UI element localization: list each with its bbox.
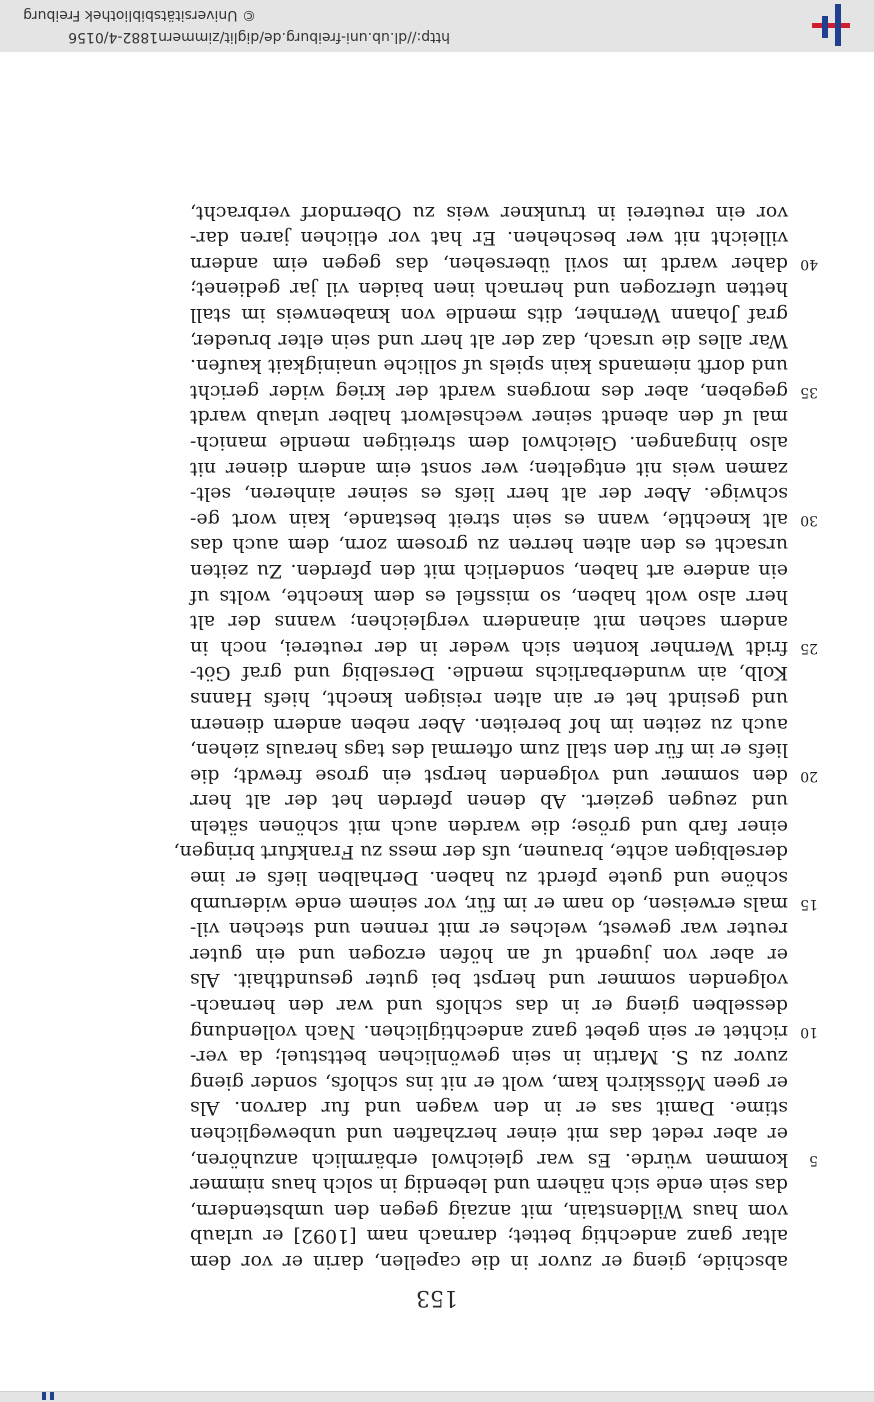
line-number: 20: [800, 767, 818, 784]
text-line: [190, 455, 788, 481]
line-text: also hingangen. Gleichwol dem streitigen mendle manich-: [190, 432, 788, 454]
text-line: [190, 506, 818, 532]
line-text: fridt Wernher konten sich weder in der reuterei, noch in: [190, 636, 788, 659]
text-line: [190, 378, 818, 404]
text-line: [190, 941, 788, 967]
line-text: alt knechtle, wann es sein streit bestande, kain wort ge-: [190, 508, 788, 531]
text-line: [190, 353, 788, 379]
viewer-footer: [0, 0, 874, 52]
line-text: und gesindt het er ain alten reisigen knecht, hiefs Hanns: [190, 687, 788, 710]
line-number: 5: [809, 1151, 818, 1168]
line-text: er aber redet das mit einer herzhaften und unbeweglichen: [190, 1123, 788, 1146]
line-number: 35: [800, 383, 818, 400]
text-line: [190, 404, 788, 430]
line-text: zamen weis nit entgelten; wer sonst eim andern diener nit: [190, 457, 788, 480]
text-line: [190, 762, 818, 788]
text-line: [190, 609, 788, 635]
text-line: [190, 890, 818, 916]
line-text: volgenden sommer und herpst bei guter gesundthait. Als: [190, 969, 788, 992]
line-text: mal uf den abendt seiner wechselwort halber urlaub wardt: [190, 406, 788, 429]
text-line: [190, 327, 788, 353]
text-line: [190, 1095, 788, 1121]
line-text: derselbigen achte, braunen, ufs der mess zu Frankfurt bringen,: [173, 841, 788, 864]
text-line: [190, 1197, 788, 1223]
text-line: [190, 685, 788, 711]
line-text: gegeben, aber des morgens wardt der krieg wider gericht: [190, 380, 788, 403]
line-text: daher wardt im sovil übersehen, das gegen eim andern: [190, 252, 788, 275]
line-text: er aber von jugendt uf an höfen erzogen und ein guter: [190, 943, 788, 966]
line-text: villeicht nit wer beschehen. Er hat vor etlichen jaren dar-: [190, 227, 788, 250]
text-line: [190, 737, 788, 763]
line-number: 15: [800, 895, 818, 912]
line-text: richtet er sein gebet ganz andechtiglichen. Nach vollendung: [190, 1020, 788, 1043]
line-text: kommen würde. Es war gleichwol erbärmlich anzuhören,: [190, 1148, 788, 1171]
line-text: auch zu zeiten im hof bereiten. Aber neben andern dienern: [190, 713, 788, 736]
library-logo-icon: [810, 4, 850, 46]
text-line: [190, 992, 788, 1018]
copyright-notice: © Universitätsbibliothek Freiburg: [23, 7, 256, 23]
text-line: [190, 583, 788, 609]
text-line: [190, 276, 788, 302]
text-line: [190, 634, 818, 660]
line-text: er geen Mösskirch kam, wolt er nit ins schlofs, sonder gieng: [190, 1071, 788, 1094]
text-line: [190, 1248, 788, 1274]
line-text: und dorft niemands kain spiels uf solliche unainigkait kaufen.: [190, 355, 788, 378]
line-text: herr also wolt haben, so missfiel es dem knechte, wolts uf: [190, 585, 788, 608]
line-text: liefs er im für den stall zum oftermal des tags herauls ziehen,: [190, 739, 788, 762]
text-line: [190, 788, 788, 814]
page-text: [173, 199, 818, 1274]
text-line: [190, 711, 788, 737]
line-text: zuvor zu S. Martin in sein gewönlichen bettstuel; da ver-: [190, 1046, 788, 1069]
line-text: War alles die ursach, daz der alt herr und sein elter brueder,: [190, 329, 788, 352]
text-line: [190, 916, 788, 942]
text-line: [190, 865, 788, 891]
line-text: das sein ende sich nähern und lebendig in solch haus nimmer: [190, 1174, 788, 1197]
text-line: [173, 839, 788, 865]
line-text: ein andere art haben, sonderlich mit den pferden. Zu zeiten: [190, 559, 788, 582]
line-text: andern sachen mit ainandern vergleichen; wanns der alt: [190, 611, 788, 634]
text-line: [190, 557, 788, 583]
text-line: [190, 1172, 788, 1198]
page-number: 153: [416, 1285, 458, 1310]
viewer-top-bar: [0, 1391, 874, 1402]
text-line: [190, 1120, 788, 1146]
text-line: [190, 429, 788, 455]
line-number: 40: [800, 255, 818, 272]
text-line: [190, 1146, 818, 1172]
line-text: desselben gieng er in das schlofs und war den hernach-: [190, 995, 788, 1018]
line-text: Kolb, ain wunderbarlichs mendle. Derselbig und graf Göt-: [190, 662, 788, 685]
text-line: [190, 1223, 788, 1249]
line-text: stime. Damit sas er in den wagen und fur darvon. Als: [190, 1097, 788, 1120]
logo-fragment-icon: [40, 1392, 54, 1402]
line-text: mals erweisen, do nam er im für, vor seinem ende widerumb: [190, 892, 788, 915]
line-number: 10: [800, 1023, 818, 1040]
line-text: ursacht es den alten herren zu grosem zorn, dem auch das: [190, 534, 788, 557]
line-text: schöne und guete pferdt zu haben. Derhalben liefs er ime: [190, 867, 788, 890]
line-text: vor ein reuterei in trunkner weis zu Oberndorf verbracht,: [190, 201, 788, 224]
text-line: [190, 481, 788, 507]
text-line: [190, 250, 818, 276]
line-text: hetten uferzogen und hernach inen baiden vil jar gedienet;: [190, 278, 788, 301]
line-text: den sommer und volgenden herpst ein grose frewdt; die: [190, 764, 788, 787]
line-text: schwige. Aber der alt herr liefs es seiner ainheren, selt-: [190, 483, 788, 506]
text-line: [190, 1018, 818, 1044]
text-line: [190, 1069, 788, 1095]
line-text: altar ganz andechtig bettet; darnach nam [1092] er urlaub: [190, 1225, 788, 1248]
text-line: [190, 301, 788, 327]
line-number: 30: [800, 511, 818, 528]
line-text: und zeugen geziert. Ab denen pferden het der alt herr: [190, 790, 788, 813]
text-line: [190, 813, 788, 839]
text-line: [190, 225, 788, 251]
text-line: [190, 1044, 788, 1070]
text-line: [190, 199, 788, 225]
line-text: einer farb und gröse; die warden auch mit schönen säteln: [190, 815, 788, 838]
line-text: vom haus Wildenstain, mit anzaig gegen den umbstendern,: [190, 1199, 788, 1222]
line-number: 25: [800, 639, 818, 656]
line-text: abschide, gieng er zuvor in die capellen, darin er vor dem: [190, 1251, 788, 1273]
source-url-link[interactable]: http://dl.ub.uni-freiburg.de/diglit/zimmern1882-4/0156: [68, 29, 450, 45]
text-line: [190, 660, 788, 686]
line-text: graf Johann Wernher, dits mendle von knabenweis im stall: [190, 304, 788, 327]
text-line: [190, 532, 788, 558]
text-line: [190, 967, 788, 993]
line-text: reuter war gewest, welches er mit rennen und stechen vil-: [190, 918, 788, 941]
